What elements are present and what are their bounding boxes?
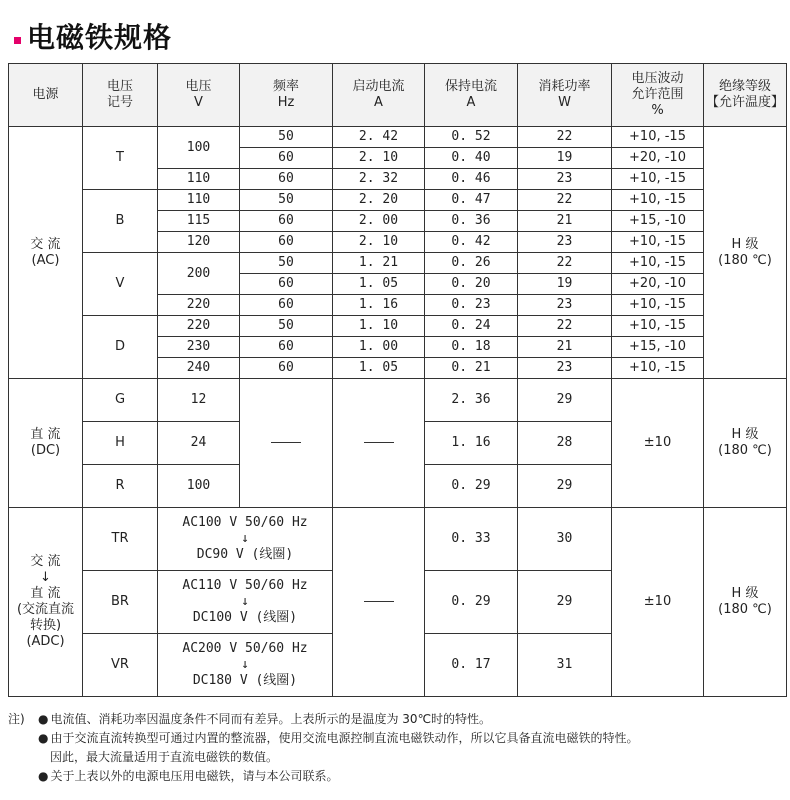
power-cell: 23 xyxy=(518,169,612,190)
header-volt-code: 电压 记号 xyxy=(83,64,158,127)
bullet-icon: ● xyxy=(38,712,49,726)
conversion-cell: AC110 V 50/60 Hz ↓ DC100 V (线圈) xyxy=(158,571,333,634)
start-current-cell: 2. 00 xyxy=(333,211,425,232)
hold-current-cell: 0. 46 xyxy=(425,169,518,190)
power-cell: 22 xyxy=(518,190,612,211)
down-arrow-icon: ↓ xyxy=(40,570,51,585)
voltage-cell: 100 xyxy=(158,127,240,169)
table-row xyxy=(9,253,787,274)
voltage-cell: 100 xyxy=(158,465,240,508)
freq-cell: 60 xyxy=(240,169,333,190)
header-frequency: 频率 Hz xyxy=(240,64,333,127)
power-cell: 31 xyxy=(518,634,612,697)
start-current-cell: 1. 00 xyxy=(333,337,425,358)
hold-current-cell: 0. 20 xyxy=(425,274,518,295)
freq-cell: 60 xyxy=(240,337,333,358)
source-ac: 交 流 (AC) xyxy=(9,127,83,379)
voltage-cell: 12 xyxy=(158,379,240,422)
conversion-cell: AC200 V 50/60 Hz ↓ DC180 V (线圈) xyxy=(158,634,333,697)
freq-cell: 60 xyxy=(240,211,333,232)
volt-code-cell: BR xyxy=(83,571,158,634)
hold-current-cell: 0. 21 xyxy=(425,358,518,379)
table-row xyxy=(9,379,787,422)
bullet-icon: ● xyxy=(38,769,49,783)
insulation-ac: H 级 (180 ℃) xyxy=(704,127,787,379)
power-cell: 23 xyxy=(518,295,612,316)
fluct-adc: ±10 xyxy=(612,508,704,697)
voltage-cell: 230 xyxy=(158,337,240,358)
fluct-cell: +10, -15 xyxy=(612,316,704,337)
freq-cell: 60 xyxy=(240,148,333,169)
header-power: 消耗功率 W xyxy=(518,64,612,127)
fluct-cell: +20, -10 xyxy=(612,274,704,295)
voltage-cell: 110 xyxy=(158,169,240,190)
hold-current-cell: 0. 52 xyxy=(425,127,518,148)
table-row xyxy=(9,190,787,211)
note-3 xyxy=(8,767,786,786)
title-marker-icon xyxy=(14,37,21,44)
page-title-block xyxy=(14,18,172,54)
start-current-cell: 1. 21 xyxy=(333,253,425,274)
start-current-cell: 1. 16 xyxy=(333,295,425,316)
header-voltage: 电压 V xyxy=(158,64,240,127)
freq-cell: 50 xyxy=(240,190,333,211)
header-source: 电源 xyxy=(9,64,83,127)
insulation-dc: H 级 (180 ℃) xyxy=(704,379,787,508)
voltage-cell: 24 xyxy=(158,422,240,465)
volt-code-cell: R xyxy=(83,465,158,508)
voltage-cell: 200 xyxy=(158,253,240,295)
hold-current-cell: 0. 47 xyxy=(425,190,518,211)
fluct-cell: +20, -10 xyxy=(612,148,704,169)
source-adc: 交 流 ↓ 直 流 (交流直流 转换) (ADC) xyxy=(9,508,83,697)
freq-cell: 60 xyxy=(240,295,333,316)
hold-current-cell: 1. 16 xyxy=(425,422,518,465)
bullet-icon: ● xyxy=(38,731,49,745)
note-2-continued: 因此，最大流量适用于直流电磁铁的数值。 xyxy=(50,750,279,764)
power-cell: 22 xyxy=(518,253,612,274)
volt-code-cell: D xyxy=(83,316,158,379)
start-current-cell: 2. 10 xyxy=(333,232,425,253)
volt-code-cell: TR xyxy=(83,508,158,571)
fluct-cell: +15, -10 xyxy=(612,337,704,358)
fluct-cell: +10, -15 xyxy=(612,169,704,190)
fluct-cell: +10, -15 xyxy=(612,232,704,253)
freq-cell: 50 xyxy=(240,316,333,337)
power-cell: 21 xyxy=(518,211,612,232)
hold-current-cell: 0. 24 xyxy=(425,316,518,337)
dash-mark xyxy=(364,601,394,602)
table-row xyxy=(9,508,787,571)
hold-current-cell: 0. 26 xyxy=(425,253,518,274)
hold-current-cell: 0. 17 xyxy=(425,634,518,697)
note-text: 由于交流直流转换型可通过内置的整流器，使用交流电源控制直流电磁铁动作，所以它具备直流电磁铁的特性。 xyxy=(50,731,639,745)
power-cell: 22 xyxy=(518,127,612,148)
notes xyxy=(8,710,786,786)
table-row xyxy=(9,127,787,148)
power-cell: 30 xyxy=(518,508,612,571)
fluct-cell: +10, -15 xyxy=(612,358,704,379)
fluct-cell: +10, -15 xyxy=(612,127,704,148)
conversion-cell: AC100 V 50/60 Hz ↓ DC90 V (线圈) xyxy=(158,508,333,571)
start-current-cell: 2. 32 xyxy=(333,169,425,190)
voltage-cell: 240 xyxy=(158,358,240,379)
freq-cell: 50 xyxy=(240,127,333,148)
down-arrow-icon: ↓ xyxy=(241,594,249,609)
page-title: 电磁铁规格 xyxy=(27,21,173,54)
power-cell: 19 xyxy=(518,148,612,169)
notes-lead: 注) xyxy=(8,712,25,726)
header-hold-current: 保持电流 A xyxy=(425,64,518,127)
hold-current-cell: 0. 18 xyxy=(425,337,518,358)
freq-cell: 60 xyxy=(240,232,333,253)
power-cell: 29 xyxy=(518,379,612,422)
freq-cell: 60 xyxy=(240,274,333,295)
freq-cell: 60 xyxy=(240,358,333,379)
voltage-cell: 220 xyxy=(158,316,240,337)
freq-cell: 50 xyxy=(240,253,333,274)
voltage-cell: 110 xyxy=(158,190,240,211)
hold-current-cell: 0. 40 xyxy=(425,148,518,169)
down-arrow-icon: ↓ xyxy=(241,531,249,546)
volt-code-cell: T xyxy=(83,127,158,190)
voltage-cell: 115 xyxy=(158,211,240,232)
power-cell: 29 xyxy=(518,571,612,634)
power-cell: 28 xyxy=(518,422,612,465)
start-current-cell: 1. 05 xyxy=(333,274,425,295)
volt-code-cell: G xyxy=(83,379,158,422)
hold-current-cell: 0. 33 xyxy=(425,508,518,571)
hold-current-cell: 0. 29 xyxy=(425,465,518,508)
voltage-cell: 220 xyxy=(158,295,240,316)
start-current-cell: 1. 10 xyxy=(333,316,425,337)
fluct-dc: ±10 xyxy=(612,379,704,508)
start-current-cell: 2. 10 xyxy=(333,148,425,169)
power-cell: 21 xyxy=(518,337,612,358)
fluct-cell: +10, -15 xyxy=(612,190,704,211)
header-insulation: 绝缘等级 【允许温度】 xyxy=(704,64,787,127)
volt-code-cell: B xyxy=(83,190,158,253)
note-text: 电流值、消耗功率因温度条件不同而有差异。上表所示的是温度为 30℃时的特性。 xyxy=(50,712,492,726)
freq-dash xyxy=(240,379,333,508)
power-cell: 23 xyxy=(518,358,612,379)
down-arrow-icon: ↓ xyxy=(241,657,249,672)
voltage-cell: 120 xyxy=(158,232,240,253)
dash-mark xyxy=(271,442,301,443)
fluct-cell: +10, -15 xyxy=(612,253,704,274)
start-current-dash xyxy=(333,508,425,697)
start-current-cell: 2. 20 xyxy=(333,190,425,211)
start-current-cell: 1. 05 xyxy=(333,358,425,379)
power-cell: 23 xyxy=(518,232,612,253)
note-1 xyxy=(8,710,786,729)
insulation-adc: H 级 (180 ℃) xyxy=(704,508,787,697)
volt-code-cell: VR xyxy=(83,634,158,697)
fluct-cell: +15, -10 xyxy=(612,211,704,232)
fluct-cell: +10, -15 xyxy=(612,295,704,316)
volt-code-cell: H xyxy=(83,422,158,465)
dash-mark xyxy=(364,442,394,443)
hold-current-cell: 0. 23 xyxy=(425,295,518,316)
hold-current-cell: 0. 36 xyxy=(425,211,518,232)
start-current-dash xyxy=(333,379,425,508)
source-dc: 直 流 (DC) xyxy=(9,379,83,508)
hold-current-cell: 0. 42 xyxy=(425,232,518,253)
spec-table xyxy=(8,63,787,697)
header-row xyxy=(9,64,787,127)
table-row xyxy=(9,316,787,337)
note-text: 关于上表以外的电源电压用电磁铁，请与本公司联系。 xyxy=(50,769,339,783)
power-cell: 29 xyxy=(518,465,612,508)
note-2 xyxy=(8,729,786,748)
hold-current-cell: 0. 29 xyxy=(425,571,518,634)
volt-code-cell: V xyxy=(83,253,158,316)
hold-current-cell: 2. 36 xyxy=(425,379,518,422)
start-current-cell: 2. 42 xyxy=(333,127,425,148)
header-start-current: 启动电流 A xyxy=(333,64,425,127)
header-voltage-fluctuation: 电压波动 允许范围 % xyxy=(612,64,704,127)
power-cell: 19 xyxy=(518,274,612,295)
power-cell: 22 xyxy=(518,316,612,337)
